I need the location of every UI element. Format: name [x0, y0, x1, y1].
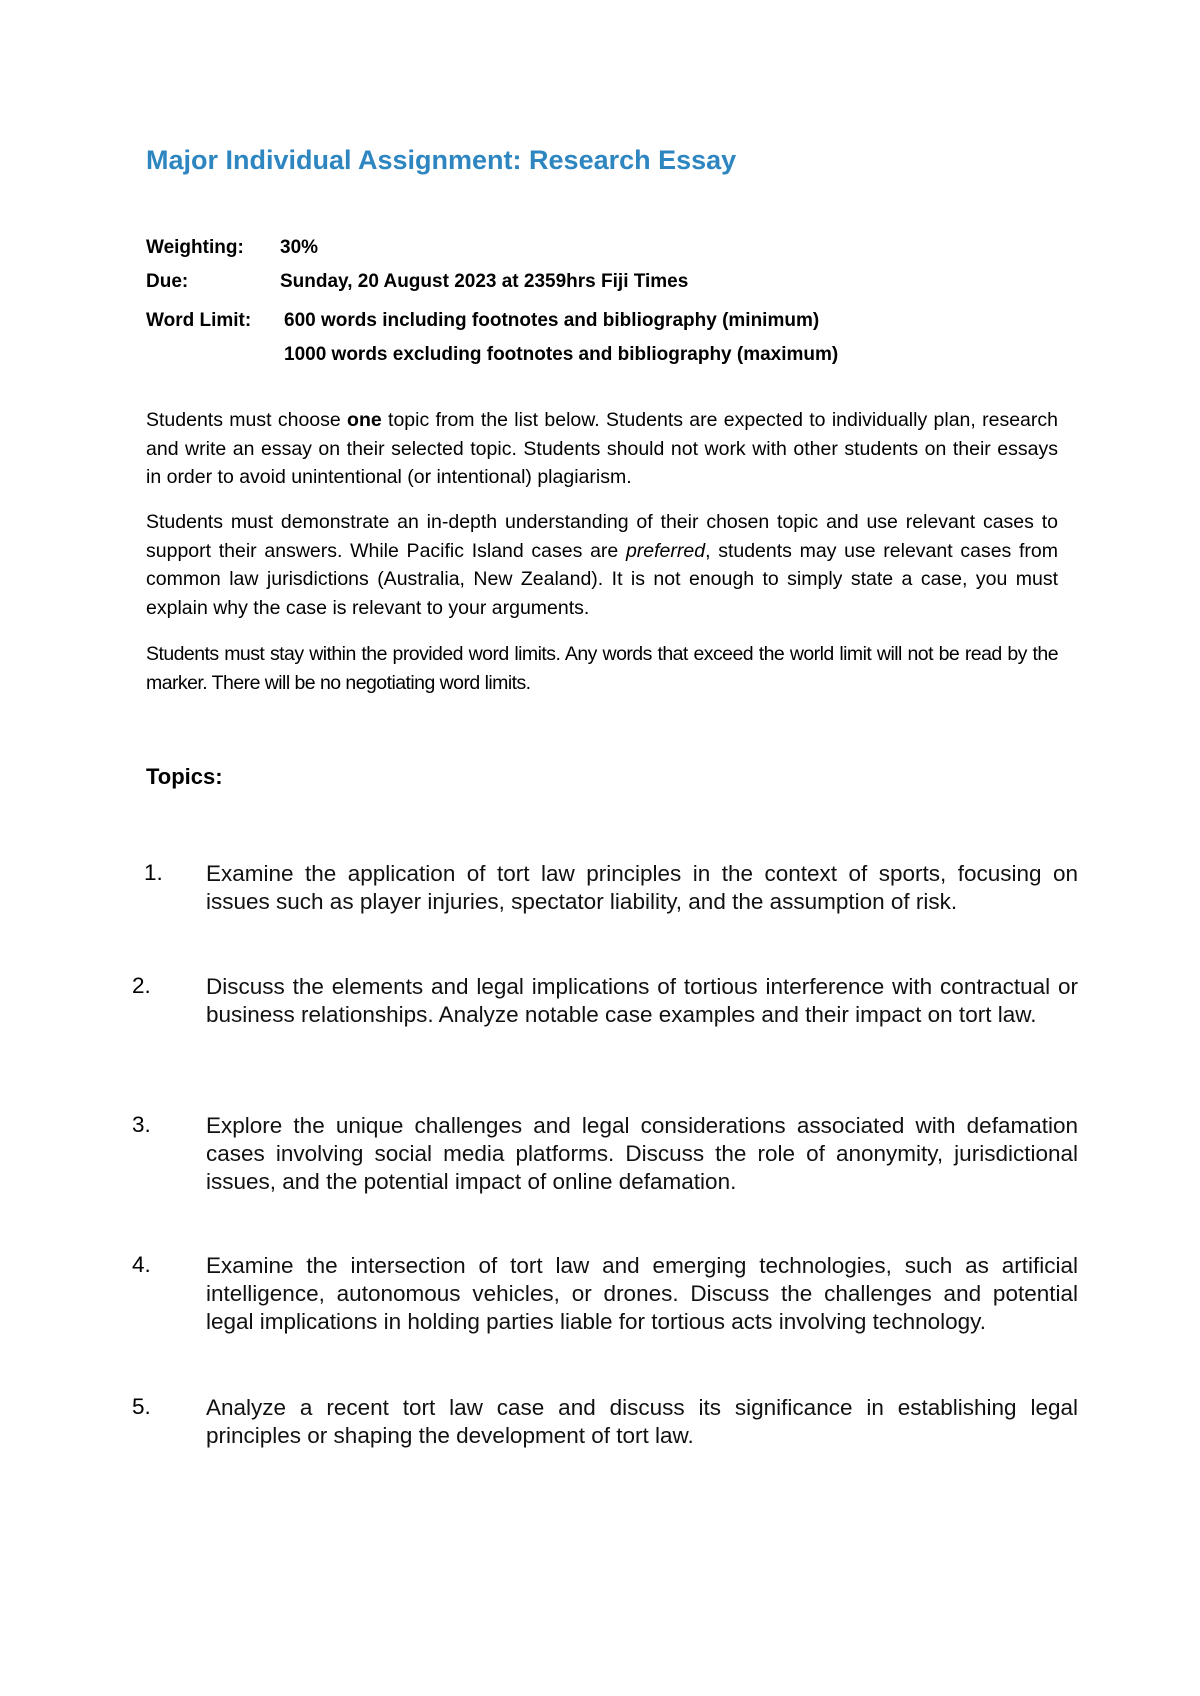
topic-text: Explore the unique challenges and legal considerations associated with defamation cases involving social media platforms. Discuss the role of anonymity, jurisdictional issues, and the potential impact of online defamation.	[206, 1113, 1078, 1194]
topic-text: Examine the intersection of tort law and emerging technologies, such as artificial intelligence, autonomous vehicles, or drones. Discuss the challenges and potential legal implications in holding parties liable for tortious acts involving technology.	[206, 1253, 1078, 1334]
topic-number: 2.	[132, 973, 151, 998]
intro-p1-emphasis: one	[347, 409, 382, 431]
intro-paragraph-2	[146, 508, 1058, 622]
topic-number: 1.	[144, 860, 163, 885]
topic-text: Discuss the elements and legal implications of tortious interference with contractual or business relationships. Analyze notable case examples and their impact on tort law.	[206, 974, 1078, 1027]
due-value: Sunday, 20 August 2023 at 2359hrs Fiji Times	[280, 271, 689, 292]
topic-number: 4.	[132, 1252, 151, 1277]
word-limit-min: 600 words including footnotes and bibliography (minimum)	[284, 310, 820, 331]
topic-text: Examine the application of tort law principles in the context of sports, focusing on issues such as player injuries, spectator liability, and the assumption of risk.	[206, 861, 1078, 914]
intro-paragraph-1	[146, 406, 1058, 492]
intro-p1-text: Students must choose	[146, 409, 348, 431]
intro-p2-text-cont: , students may use relevant cases from common law jurisdictions (Australia, New Zealand). It is not enough to simply state a case, you must explain why the case is relevant to your arguments.	[146, 539, 1058, 619]
topic-number: 3.	[132, 1112, 151, 1137]
intro-p2-emphasis: preferred	[625, 539, 706, 562]
topic-number: 5.	[132, 1394, 151, 1419]
word-limit-label: Word Limit:	[146, 310, 252, 331]
word-limit-max: 1000 words excluding footnotes and bibliography (maximum)	[284, 344, 839, 365]
intro-p2-text: Students must demonstrate an in-depth understanding of their chosen topic and use relevant cases to support their answers. While Pacific Island cases are	[146, 511, 1058, 562]
topics-heading: Topics:	[146, 764, 223, 789]
weighting-value: 30%	[280, 237, 319, 258]
intro-paragraph-3: Students must stay within the provided word limits. Any words that exceed the world limit will not be read by the marker. There will be no negotiating word limits.	[146, 643, 1058, 694]
due-label: Due:	[146, 271, 189, 292]
intro-p1-text-cont: topic from the list below. Students are expected to individually plan, research and write an essay on their selected topic. Students should not work with other students on their essays in order to avoid unintentional (or intentional) plagiarism.	[146, 409, 1058, 488]
document-title: Major Individual Assignment: Research Essay	[146, 145, 737, 175]
topic-text: Analyze a recent tort law case and discuss its significance in establishing legal principles or shaping the development of tort law.	[206, 1395, 1078, 1448]
weighting-label: Weighting:	[146, 237, 244, 258]
